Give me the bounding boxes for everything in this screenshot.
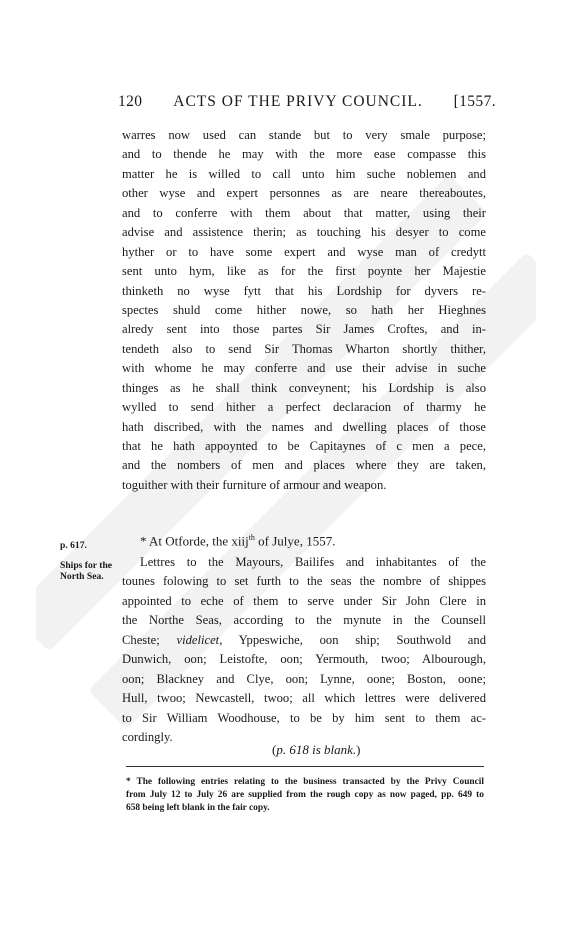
para2-line: appointed to eche of them to serve under Sir John Clere in (122, 593, 486, 608)
footnote-line: 658 being left blank in the fair copy. (126, 803, 270, 814)
para2-line: Cheste; videlicet, Yppeswiche, oon ship; Southwold and (122, 632, 486, 647)
para1-line: with whome he may conferre and use their advise in suche (122, 361, 486, 376)
para1-line: hyther or to have some expert and wyse man of credytt (122, 244, 486, 259)
blank-page-note-text: p. 618 is blank. (276, 742, 357, 757)
ordinal-suffix: th (248, 533, 255, 542)
footnote-rule (126, 766, 484, 767)
para1-line: toguither with their furniture of armour and weapon. (122, 477, 387, 492)
para1-line: other wyse and expert personnes as are neare thereaboutes, (122, 186, 486, 201)
running-head (118, 93, 496, 111)
para1-line: matter he is willed to call unto him suche noblemen and (122, 166, 486, 181)
para1-line: tendeth also to send Sir Thomas Wharton shortly thither, (122, 341, 486, 356)
meeting-heading-text: * At Otforde, the xiij (140, 533, 249, 549)
header-year: [1557. (453, 93, 496, 110)
para2-line: tounes folowing to set furth to the seas the nombre of shippes (122, 574, 486, 589)
footnote (126, 776, 484, 816)
para2-line: Hull, twoo; Newcastell, twoo; all which lettres were delivered (122, 691, 486, 706)
meeting-heading-date: of Julye, 1557. (254, 533, 336, 549)
para1-line: thinges as he shall think conveynent; his Lordship is also (122, 380, 486, 395)
running-title: ACTS OF THE PRIVY COUNCIL. (173, 93, 423, 110)
para1-line: and to thende he may with the more ease compasse this (122, 147, 486, 162)
para1-line: alredy sent into those partes Sir James Croftes, and in- (122, 322, 486, 337)
footnote-line: from July 12 to July 26 are supplied from the rough copy as now paged, pp. 649 to (126, 790, 484, 801)
para1-line: advise and assistence therin; as touching his desyer to come (122, 225, 486, 240)
margin-side-note (60, 560, 120, 582)
page-number: 120 (118, 93, 143, 110)
para2-line: the Northe Seas, according to the mynute in the Counsell (122, 613, 486, 628)
para2-line: to Sir William Woodhouse, to be by him sent to them ac- (122, 710, 486, 725)
side-note-line: North Sea. (60, 571, 104, 582)
para1-line: wylled to send hither a perfect declaracion of tharmy he (122, 400, 486, 415)
para1-line: thinketh no wyse fytt that his Lordship for dyvers re- (122, 283, 486, 298)
para2-line: Dunwich, oon; Leistofte, oon; Yermouth, twoo; Albourough, (122, 652, 486, 667)
para1-line: hath discribed, with the names and dwelling places of those (122, 419, 486, 434)
para1-line: sent unto hym, like as for the first poynte her Majestie (122, 264, 486, 279)
meeting-heading (140, 533, 335, 549)
para1-line: and the nombers of men and places where they are taken, (122, 458, 486, 473)
paragraph-letters (122, 553, 486, 747)
para1-line: and to conferre with them about that matter, using their (122, 205, 486, 220)
para2-line: oon; Blackney and Clye, oon; Lynne, oone; Boston, oone; (122, 671, 486, 686)
footnote-line: * The following entries relating to the business transacted by the Privy Council (126, 777, 484, 787)
margin-page-reference: p. 617. (60, 540, 87, 551)
para2-line: Lettres to the Mayours, Bailifes and inhabitantes of the (140, 555, 486, 569)
blank-page-note: (p. 618 is blank.) (272, 742, 361, 757)
para1-line: that he hath appoynted to be Capitaynes of c men a pece, (122, 439, 486, 453)
para1-line: warres now used can stande but to very smale purpose; (122, 128, 486, 142)
paragraph-continuation (122, 126, 486, 495)
para2-line: cordingly. (122, 729, 173, 744)
para1-line: spectes shuld come hither nowe, so hath her Hieghnes (122, 302, 486, 317)
side-note-line: Ships for the (60, 560, 113, 571)
